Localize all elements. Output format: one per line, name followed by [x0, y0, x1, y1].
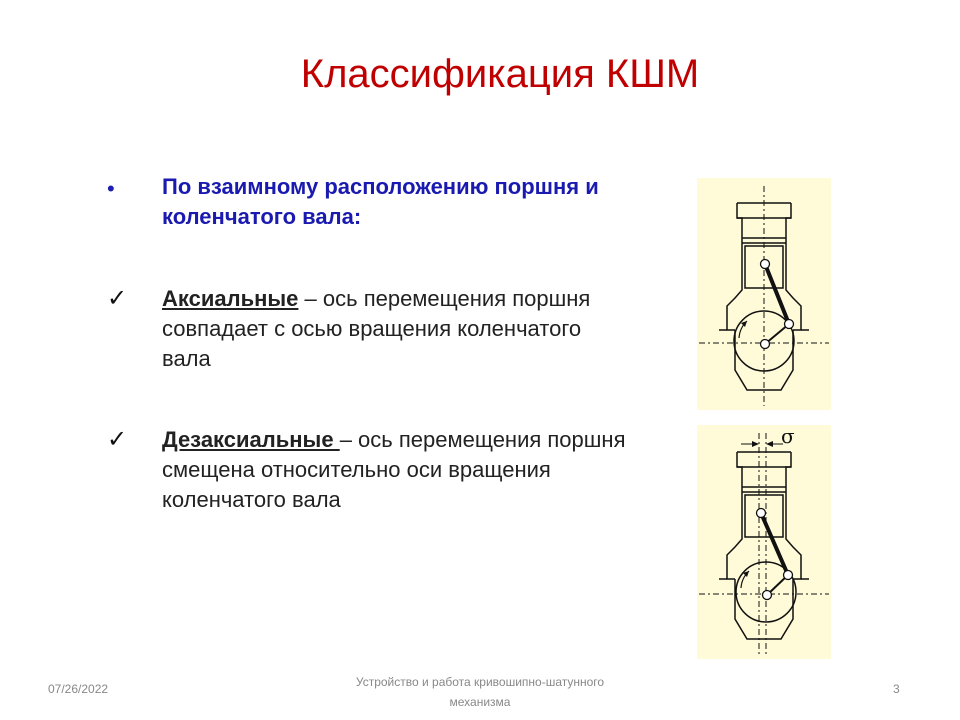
desaxial-bullet	[162, 425, 632, 515]
footer-date: 07/26/2022	[48, 682, 109, 696]
axial-mechanism-diagram	[697, 178, 831, 410]
axial-bullet	[162, 284, 632, 374]
main-bullet-text: По взаимному расположению поршня и коленчатого вала:	[162, 174, 599, 229]
checkmark-icon: ✓	[107, 426, 128, 453]
footer-caption: Устройство и работа кривошипно-шатунного механизма	[355, 675, 605, 709]
bullet-dot: •	[107, 176, 115, 201]
axial-term: Аксиальные	[162, 286, 299, 311]
desaxial-description: – ось перемещения поршня смещена относительно оси вращения коленчатого вала	[162, 427, 626, 512]
checkmark-icon: ✓	[107, 285, 128, 312]
desaxial-mechanism-diagram	[697, 425, 831, 659]
slide-number: 3	[893, 682, 900, 696]
offset-symbol: σ	[781, 425, 795, 448]
desaxial-term: Дезаксиальные	[162, 427, 340, 452]
axial-description: – ось перемещения поршня совпадает с осью вращения коленчатого вала	[162, 286, 591, 371]
slide-title: Классификация КШМ	[300, 52, 700, 96]
